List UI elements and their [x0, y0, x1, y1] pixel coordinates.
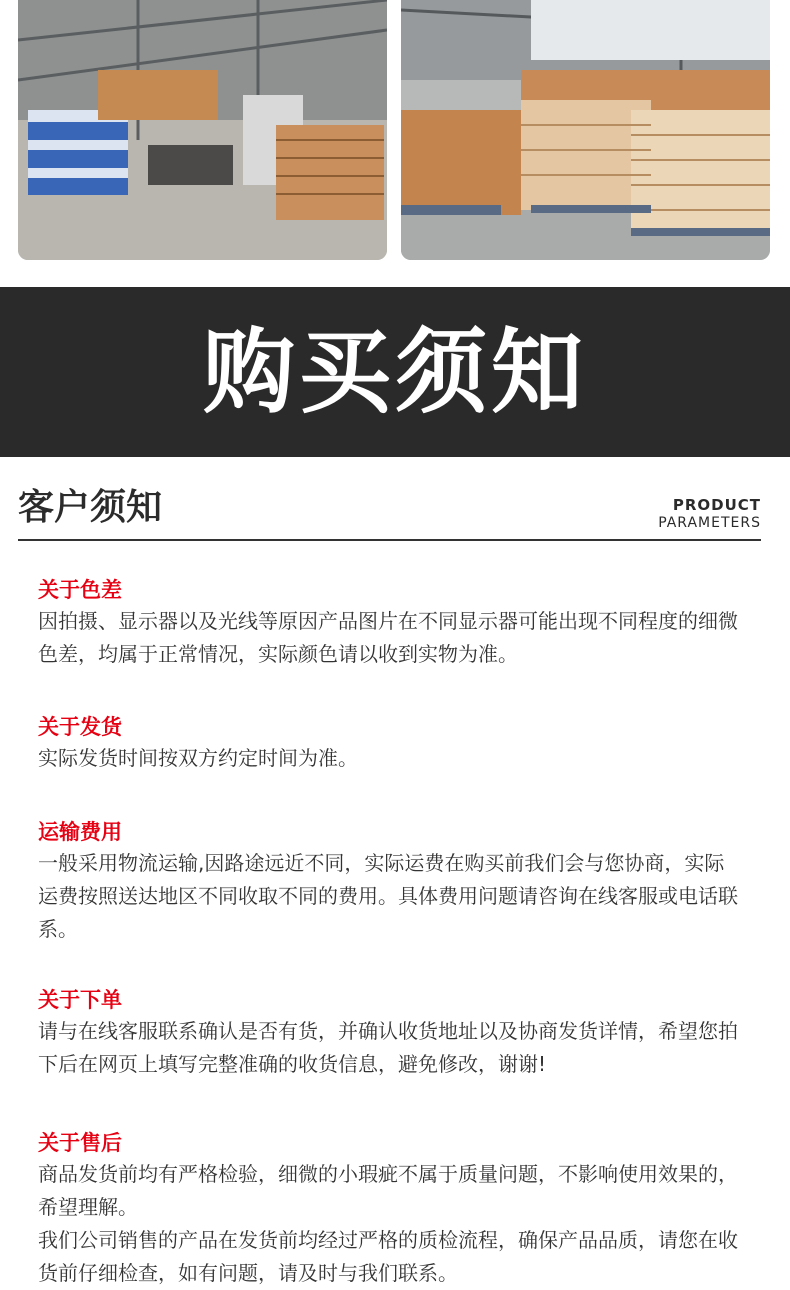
notice-color-difference: [38, 575, 738, 671]
notice-heading: 运输费用: [38, 820, 122, 844]
notice-heading: 关于售后: [38, 1131, 122, 1155]
banner-title: 购买须知: [202, 319, 587, 426]
notice-ordering: [38, 985, 738, 1081]
notice-heading: 关于色差: [38, 578, 122, 602]
notice-text: 商品发货前均有严格检验，细微的小瑕疵不属于质量问题，不影响使用效果的，希望理解。: [38, 1162, 738, 1219]
photo-strip: [0, 0, 790, 287]
section-en-line1: PRODUCT: [672, 496, 761, 514]
factory-photo-right: [401, 0, 770, 260]
purchase-notice-banner: [0, 287, 790, 457]
factory-photo-left: [18, 0, 387, 260]
notice-after-sales: [38, 1128, 738, 1290]
notice-text: 我们公司销售的产品在发货前均经过严格的质检流程，确保产品品质，请您在收货前仔细检查，如有问题，请及时与我们联系。: [38, 1228, 738, 1285]
section-divider: [18, 539, 761, 541]
section-header: [18, 486, 761, 541]
notice-shipping: [38, 712, 738, 775]
notice-freight-cost: [38, 817, 738, 946]
section-title: 客户须知: [18, 487, 163, 528]
section-subtitle-en: [658, 496, 761, 532]
section-en-line2: PARAMETERS: [658, 515, 761, 531]
notice-text: 请与在线客服联系确认是否有货，并确认收货地址以及协商发货详情，希望您拍下后在网页上填写完整准确的收货信息，避免修改，谢谢!: [38, 1019, 738, 1076]
notice-text: 实际发货时间按双方约定时间为准。: [38, 746, 358, 770]
notice-text: 一般采用物流运输,因路途远近不同，实际运费在购买前我们会与您协商，实际运费按照送达地区不同收取不同的费用。具体费用问题请咨询在线客服或电话联系。: [38, 851, 738, 941]
notice-heading: 关于发货: [38, 715, 122, 739]
notice-heading: 关于下单: [38, 988, 122, 1012]
notice-text: 因拍摄、显示器以及光线等原因产品图片在不同显示器可能出现不同程度的细微色差，均属于正常情况，实际颜色请以收到实物为准。: [38, 609, 738, 666]
